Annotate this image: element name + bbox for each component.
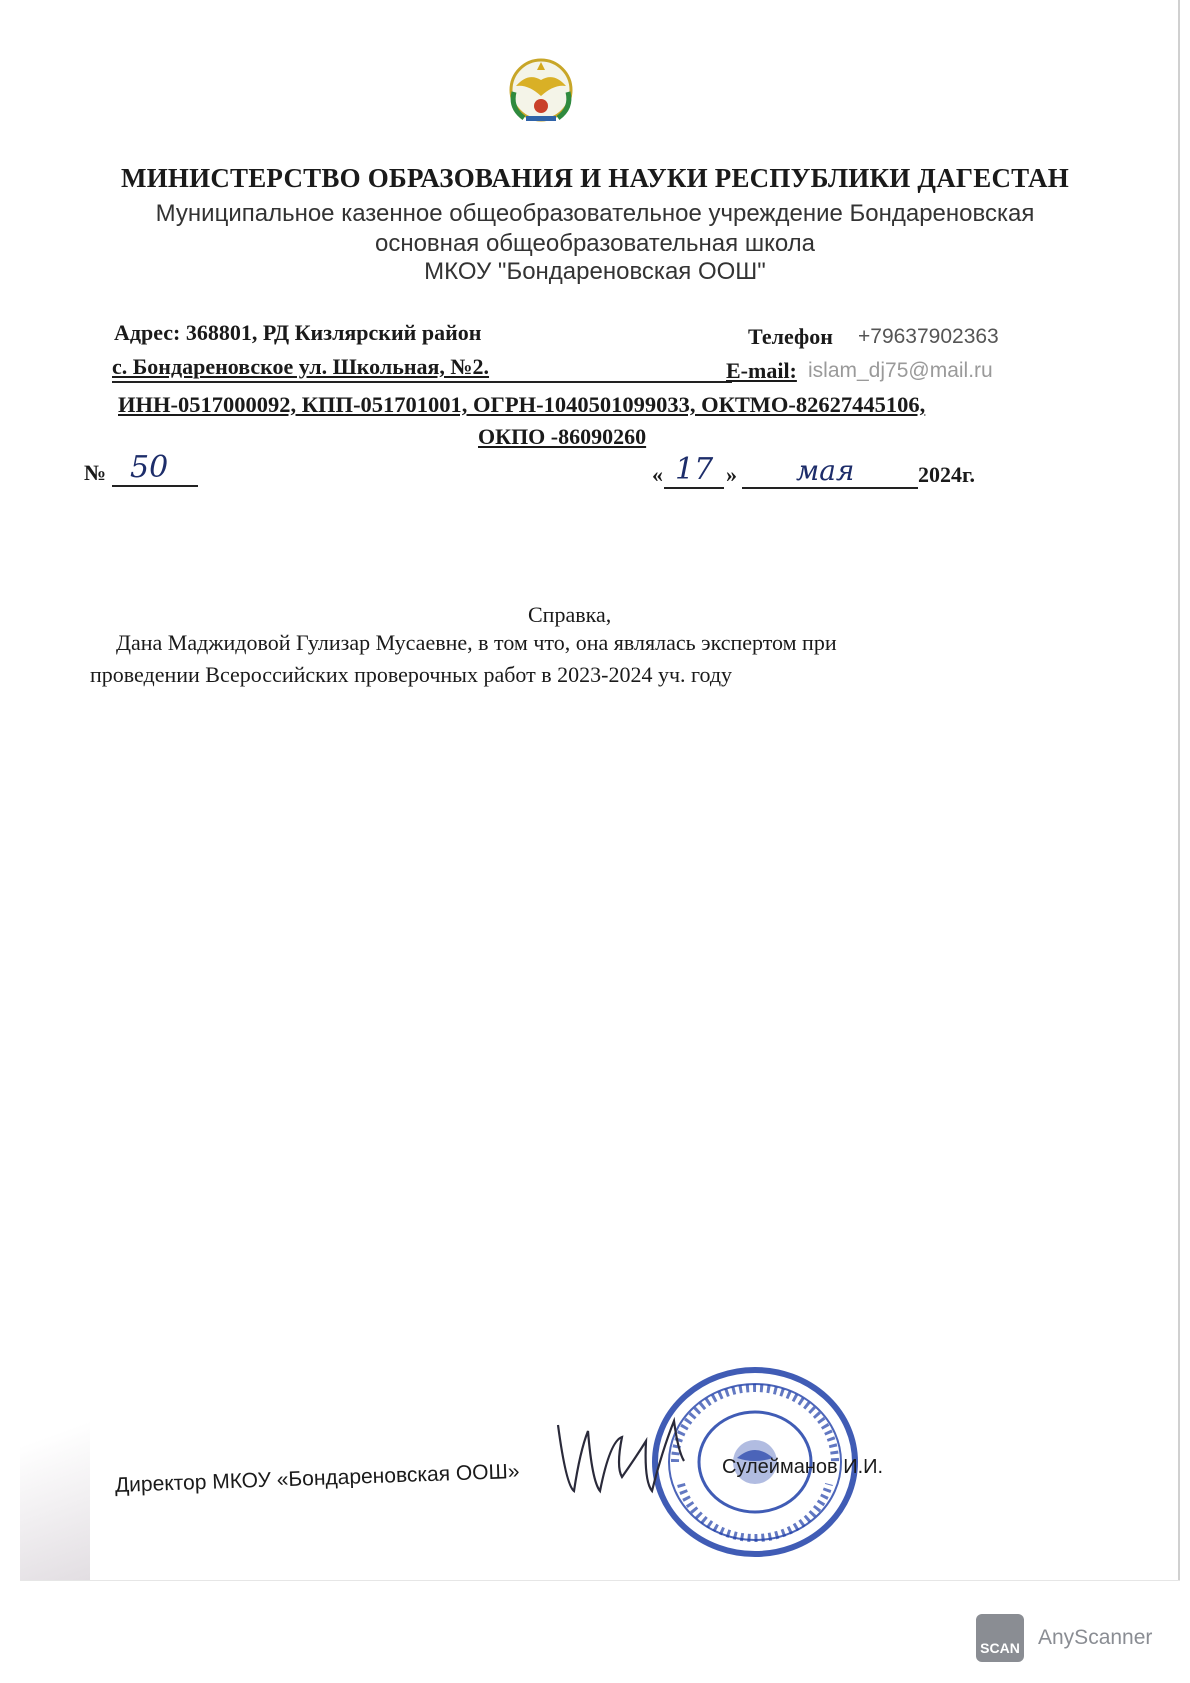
dagestan-emblem-icon (496, 52, 586, 126)
scanner-watermark (976, 1614, 1152, 1662)
date-open-quote: « (652, 462, 663, 487)
school-short-name: МКОУ "Бондареновская ООШ" (424, 258, 766, 285)
number-label: № (84, 460, 107, 485)
director-name: Сулейманов И.И. (722, 1456, 884, 1478)
ministry-heading: МИНИСТЕРСТВО ОБРАЗОВАНИЯ И НАУКИ РЕСПУБЛИКИ ДАГЕСТАН (121, 163, 1069, 193)
okpo-line: ОКПО -86090260 (478, 424, 647, 449)
date-day-handwritten: 17 (675, 452, 714, 487)
phone-label: Телефон (748, 324, 833, 349)
date-month-handwritten: мая (796, 454, 855, 487)
number-rule (112, 485, 198, 487)
scan-app-icon: SCAN (976, 1614, 1024, 1662)
address-line1: Адрес: 368801, РД Кизлярский район (114, 320, 482, 345)
email-value: islam_dj75@mail.ru (808, 359, 993, 382)
date-year: 2024г. (918, 462, 976, 487)
certificate-text-line2: проведении Всероссийских проверочных работ в 2023-2024 уч. году (90, 662, 733, 687)
scan-shadow (20, 1340, 90, 1580)
requisites-line: ИНН-0517000092, КПП-051701001, ОГРН-1040501099033, ОКТМО-82627445106, (118, 392, 926, 417)
number-handwritten: 50 (130, 450, 169, 485)
phone-value: +79637902363 (858, 325, 999, 348)
address-line2: с. Бондареновское ул. Школьная, №2. (112, 354, 490, 379)
director-signature (552, 1405, 702, 1515)
date-close-quote: » (726, 462, 737, 487)
date-month-rule (742, 487, 918, 489)
certificate-text-line1: Дана Маджидовой Гулизар Мусаевне, в том что, она являлась экспертом при (116, 630, 837, 655)
email-label: E-mail: (726, 358, 797, 383)
date-day-rule (664, 487, 724, 489)
school-full-name-line2: основная общеобразовательная школа (374, 230, 816, 257)
director-position: Директор МКОУ «Бондареновская ООШ» (114, 1459, 520, 1497)
page-bottom-edge (20, 1580, 1180, 1581)
certificate-title: Справка, (528, 602, 612, 627)
school-full-name-line1: Муниципальное казенное общеобразовательное учреждение Бондареновская (155, 200, 1035, 227)
scanner-app-name: AnyScanner (1038, 1626, 1153, 1649)
address-rule (112, 381, 732, 383)
